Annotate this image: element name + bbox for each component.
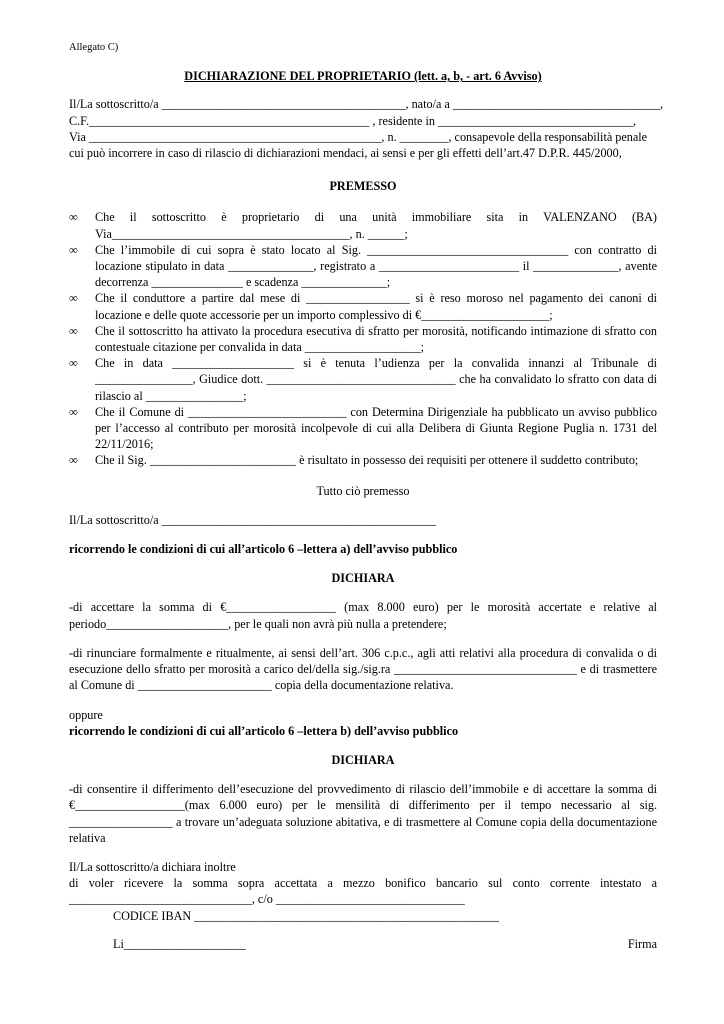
dichiara-inoltre: Il/La sottoscritto/a dichiara inoltre: [69, 859, 236, 874]
infinity-bullet-icon: ∞: [69, 453, 78, 468]
dichiara-heading-2: DICHIARA: [331, 752, 395, 767]
list-item-text: Che l’immobile di cui sopra è stato locato al Sig. _________________________________ con contratto di locazione stipulato in data ______________, registrato a _______________________ il ______________, avente decorrenza _______________ e scadenza ______________;: [95, 242, 657, 290]
sottoscritto-line: Il/La sottoscritto/a _____________________________________________: [69, 512, 436, 527]
list-item: [69, 323, 657, 355]
tutto-premesso: Tutto ciò premesso: [316, 483, 410, 498]
firma-label: Firma: [627, 936, 657, 951]
document-page: [69, 40, 664, 952]
consentire-paragraph: -di consentire il differimento dell’esecuzione del provvedimento di rilascio dell’immobile e di accettare la somma di €__________________(max 6.000 euro) per le mensilità di differimento per il tempo necessario al sig. _________________ a trovare un’adeguata soluzione abitativa, e di trasmettere al Comune copia della documentazione relativa: [69, 782, 657, 845]
intro-line: cui può incorrere in caso di rilascio di dichiarazioni mendaci, ai sensi e per gli effetti dell’art.47 D.P.R. 445/2000,: [69, 146, 622, 161]
infinity-bullet-icon: ∞: [69, 291, 78, 306]
list-item: [69, 452, 657, 468]
premesso-heading: PREMESSO: [329, 179, 397, 194]
list-item: [69, 290, 657, 322]
infinity-bullet-icon: ∞: [69, 210, 78, 225]
allegato-label: Allegato C): [69, 42, 119, 53]
oppure-label: oppure: [69, 707, 103, 722]
list-item-text: Che il sottoscritto ha attivato la procedura esecutiva di sfratto per morosità, notificando intimazione di sfratto con contestuale citazione per convalida in data ___________________;: [95, 323, 657, 355]
condizione-b: ricorrendo le condizioni di cui all’articolo 6 –lettera b) dell’avviso pubblico: [69, 723, 459, 738]
rinunciare-paragraph: -di rinunciare formalmente e ritualmente, ai sensi dell’art. 306 c.p.c., agli atti relativi alla procedura di convalida o di esecuzione dello sfratto per morosità a carico del/della sig./sig.ra ______________________________ e di trasmettere al Comune di ______________________ copia della documentazione relativa.: [69, 645, 657, 693]
list-item-text: Che il sottoscritto è proprietario di una unità immobiliare sita in VALENZANO (BA) Via_______________________________________, n. ______;: [95, 210, 657, 241]
document-title: DICHIARAZIONE DEL PROPRIETARIO (lett. a, b, - art. 6 Avviso): [184, 69, 542, 84]
intro-line: Il/La sottoscritto/a ________________________________________, nato/a a __________________________________,: [69, 97, 664, 112]
infinity-bullet-icon: ∞: [69, 356, 78, 371]
list-item: [69, 242, 657, 291]
luogo-line: Li____________________: [113, 936, 246, 951]
premesso-list: [69, 209, 657, 468]
signature-row: [69, 936, 657, 952]
intro-line: Via ________________________________________________, n. ________, consapevole della responsabilità penale: [69, 129, 648, 144]
list-item: [69, 404, 657, 453]
list-item-text: Che il Sig. ________________________ è risultato in possesso dei requisiti per ottenere il suddetto contributo;: [95, 453, 639, 468]
iban-line: CODICE IBAN __________________________________________________: [113, 908, 499, 923]
list-item-text: Che in data ____________________ si è tenuta l’udienza per la convalida innanzi al Tribunale di ________________, Giudice dott. _______________________________ che ha convalidato lo sfratto con data di rilascio al ________________;: [95, 356, 657, 403]
intro-line: C.F.______________________________________________ , residente in ________________________________,: [69, 113, 637, 128]
intro-block: [69, 96, 664, 161]
infinity-bullet-icon: ∞: [69, 242, 78, 257]
list-item-text: Che il Comune di __________________________ con Determina Dirigenziale ha pubblicato un avviso pubblico per l’accesso al contributo per morosità incolpevole di cui alla Delibera di Giunta Regione Puglia n. 1731 del 22/11/2016;: [95, 404, 657, 452]
accettare-paragraph: -di accettare la somma di €__________________ (max 8.000 euro) per le morosità accertate e relative al periodo____________________, per le quali non avrà più nulla a pretendere;: [69, 600, 657, 631]
bonifico-paragraph: di voler ricevere la somma sopra accettata a mezzo bonifico bancario sul conto corrente intestato a ______________________________, c/o _______________________________: [69, 876, 657, 907]
condizione-a: ricorrendo le condizioni di cui all’articolo 6 –lettera a) dell’avviso pubblico: [69, 542, 458, 557]
list-item: [69, 209, 657, 241]
infinity-bullet-icon: ∞: [69, 323, 78, 338]
list-item: [69, 355, 657, 404]
infinity-bullet-icon: ∞: [69, 404, 78, 419]
dichiara-heading-1: DICHIARA: [331, 571, 395, 586]
list-item-text: Che il conduttore a partire dal mese di _________________ si è reso moroso nel pagamento dei canoni di locazione e delle quote accessorie per un importo complessivo di €_____________________;: [95, 291, 657, 322]
